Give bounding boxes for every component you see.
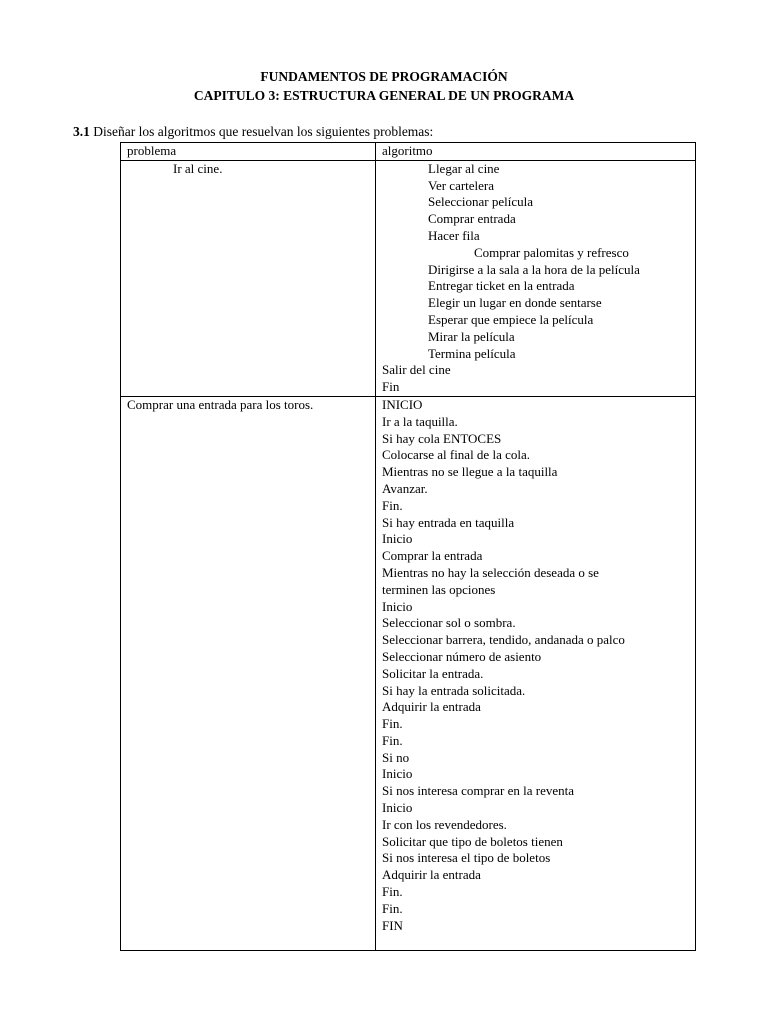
algorithm-step: Ir con los revendedores. [382,816,507,832]
algorithm-step: Inicio [382,766,413,782]
problem-text: Comprar una entrada para los toros. [127,396,314,412]
algorithm-step: Inicio [382,598,413,614]
algorithm-step: Mientras no se llegue a la taquilla [382,464,558,480]
algorithm-step: Comprar palomitas y refresco [474,244,629,260]
algorithm-step: Seleccionar número de asiento [382,648,542,664]
algorithm-cell [376,396,696,950]
algorithm-step: Solicitar que tipo de boletos tienen [382,833,563,849]
algorithm-step: Inicio [382,531,413,547]
problem-cell [121,396,376,950]
algorithm-step: Hacer fila [428,227,480,243]
algorithm-step: Seleccionar barrera, tendido, andanada o palco [382,632,625,648]
algorithm-step: Llegar al cine [428,160,500,176]
algorithm-step: Elegir un lugar en donde sentarse [428,295,602,311]
problem-text: Ir al cine. [173,160,223,176]
algorithm-step: Si no [382,749,410,765]
problem-cell [121,160,376,396]
algorithm-step: Esperar que empiece la película [428,311,594,327]
algorithm-step: Si hay entrada en taquilla [382,514,515,530]
algorithm-step: Salir del cine [382,362,451,378]
algorithm-step: Entregar ticket en la entrada [428,278,575,294]
algorithm-table [120,142,696,951]
algorithm-step: Si nos interesa el tipo de boletos [382,850,551,866]
algorithm-step: Ir a la taquilla. [382,413,458,429]
chapter-title: CAPITULO 3: ESTRUCTURA GENERAL DE UN PROGRAMA [193,88,575,103]
table-row [121,396,696,950]
algorithm-step: Fin. [382,497,403,513]
algorithm-step: Colocarse al final de la cola. [382,447,530,463]
algorithm-cell [376,160,696,396]
algorithm-step: Mirar la película [428,328,515,344]
algorithm-step: FIN [382,917,403,933]
algorithm-step: Fin. [382,732,403,748]
algorithm-step: INICIO [382,396,423,412]
exercise-instruction [73,123,433,141]
algorithm-step: Adquirir la entrada [382,867,481,883]
table-header-row [121,143,696,161]
algorithm-step: Termina película [428,345,516,361]
algorithm-step: Seleccionar película [428,194,534,210]
algorithm-step: Fin [382,379,400,395]
algorithm-step: Inicio [382,800,413,816]
algorithm-step: terminen las opciones [382,581,496,597]
algorithm-step: Comprar la entrada [382,548,483,564]
algorithm-step: Si hay la entrada solicitada. [382,682,526,698]
algorithm-step: Dirigirse a la sala a la hora de la película [428,261,640,277]
exercise-number: 3.1 [73,124,90,139]
algorithm-step: Si nos interesa comprar en la reventa [382,783,575,799]
document-title: FUNDAMENTOS DE PROGRAMACIÓN [260,69,508,84]
header-algoritmo: algoritmo [376,143,696,161]
algorithm-step: Adquirir la entrada [382,699,481,715]
algorithm-step: Fin. [382,884,403,900]
algorithm-step: Ver cartelera [428,177,495,193]
algorithm-step: Mientras no hay la selección deseada o se [382,564,599,580]
algorithm-step: Seleccionar sol o sombra. [382,615,516,631]
algorithm-step: Avanzar. [382,480,428,496]
algorithm-step: Fin. [382,900,403,916]
algorithm-step: Solicitar la entrada. [382,665,484,681]
exercise-text: Diseñar los algoritmos que resuelvan los siguientes problemas: [93,124,434,139]
table-row [121,160,696,396]
algorithm-step: Fin. [382,716,403,732]
algorithm-step: Si hay cola ENTOCES [382,430,502,446]
algorithm-step: Comprar entrada [428,211,516,227]
header-problema: problema [121,143,376,161]
